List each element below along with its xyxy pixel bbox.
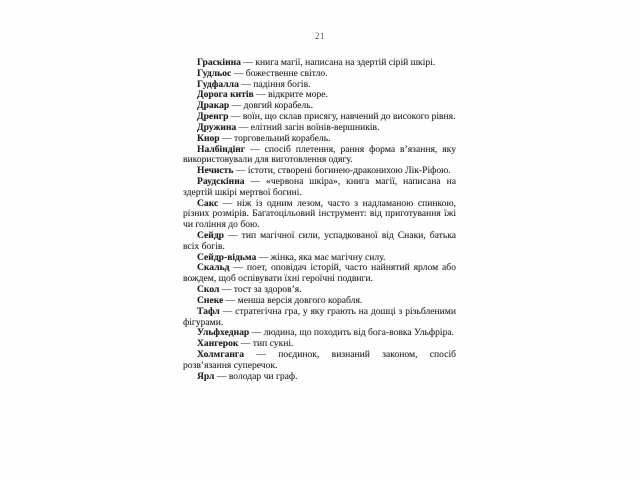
page-number: 21: [315, 31, 325, 41]
term-definition-separator: —: [238, 338, 253, 350]
glossary-definition: торговельний корабель.: [234, 132, 331, 144]
glossary-definition: тип сукні.: [252, 338, 294, 350]
glossary-definition: падіння богів.: [253, 78, 311, 90]
glossary-definition: істоти, створені богинею-драконихою Лік-Ріфою.: [247, 165, 451, 177]
term-definition-separator: —: [219, 132, 235, 144]
glossary-definition: ніж із одним лезом, часто з надламаною спинкою, різних розмірів. Багатоцільовий інструмент: від приготування їжі чи гоління до бою.: [183, 197, 457, 231]
glossary-definition: поєдинок, визнаний законом, спосіб розвʼязання суперечок.: [183, 348, 457, 371]
term-definition-separator: —: [224, 230, 242, 241]
glossary-term: Сейдр: [197, 230, 225, 241]
glossary-term: Ярл: [197, 370, 215, 382]
glossary-term: Ульфхеднар: [197, 327, 250, 339]
term-definition-separator: —: [244, 348, 279, 360]
glossary-definition: елітний загін воїнів-вершників.: [250, 121, 380, 133]
glossary-term: Кнор: [197, 132, 220, 144]
term-definition-separator: —: [238, 78, 254, 90]
term-definition-separator: —: [249, 327, 264, 339]
term-definition-separator: —: [233, 165, 248, 177]
glossary-term: Хангерок: [197, 338, 239, 350]
glossary-definition: відкрите море.: [268, 89, 328, 101]
glossary-definition: тост за здоровʼя.: [233, 284, 302, 296]
glossary-definition: жінка, яка має магічну силу.: [270, 251, 386, 263]
glossary-entry: [183, 145, 456, 167]
glossary-term: Налбіндінг: [197, 143, 246, 155]
glossary-definition: книга магії, написана на здертій сірій шкірі.: [255, 57, 436, 68]
glossary-term: Дружина: [197, 121, 237, 133]
term-definition-separator: —: [240, 57, 256, 68]
glossary-definition: людина, що походить від бога-вовка Ульфріра.: [263, 327, 455, 339]
glossary-definition: менша версія довгого корабля.: [237, 294, 363, 306]
glossary-definition: довгий корабель.: [243, 100, 314, 112]
glossary-definition: «червона шкіра», книга магії, написана на здертій шкірі мертвої богині.: [183, 175, 457, 198]
glossary-term: Нечисть: [197, 165, 234, 177]
term-definition-separator: —: [219, 284, 234, 296]
glossary-term: Снеке: [197, 294, 224, 306]
term-definition-separator: —: [229, 100, 244, 112]
glossary-term: Гудфалла: [197, 78, 239, 90]
term-definition-separator: —: [245, 143, 265, 155]
glossary-definition: тип магічної сили, успадкованої від Снаки, батька всіх богів.: [183, 230, 456, 252]
glossary-term: Раудскінна: [197, 175, 245, 187]
glossary-term: Тафл: [197, 305, 220, 317]
term-definition-separator: —: [223, 294, 238, 306]
term-definition-separator: —: [244, 175, 267, 187]
term-definition-separator: —: [253, 89, 269, 101]
glossary-term: Скол: [197, 284, 220, 296]
glossary-entry: [183, 177, 456, 199]
glossary-term: Дренгр: [197, 111, 229, 123]
glossary-entry: [183, 199, 456, 231]
glossary-term: Сейдр-відьма: [197, 251, 257, 263]
glossary-definition: поет, оповідач історій, часто найнятий ярлом або вождем, щоб оспівувати їхні героїчні подвиги.: [183, 262, 456, 285]
glossary-text-block: [183, 58, 456, 382]
glossary-term: Дорога китів: [197, 89, 254, 101]
term-definition-separator: —: [214, 370, 229, 382]
glossary-entry: [183, 263, 456, 285]
term-definition-separator: —: [219, 305, 236, 317]
term-definition-separator: —: [229, 262, 247, 274]
glossary-entry: [183, 372, 456, 383]
glossary-definition: володар чи граф.: [228, 370, 298, 382]
glossary-definition: спосіб плетення, рання форма вʼязання, яку використовували для виготовлення одягу.: [183, 143, 456, 166]
glossary-term: Сакс: [197, 197, 219, 209]
term-definition-separator: —: [256, 251, 271, 263]
glossary-term: Гудльос: [197, 67, 232, 79]
glossary-entry: [183, 350, 456, 372]
glossary-term: Скальд: [197, 262, 230, 274]
glossary-term: Холмганга: [197, 348, 245, 360]
glossary-definition: божественне світло.: [245, 67, 328, 79]
glossary-entry: [183, 231, 456, 253]
glossary-definition: стратегічна гра, у яку грають на дошці з різьбленими фігурами.: [183, 305, 457, 328]
glossary-term: Дракар: [197, 100, 230, 112]
term-definition-separator: —: [231, 67, 246, 79]
glossary-entry: [183, 307, 456, 329]
glossary-term: Граскінна: [197, 57, 241, 68]
term-definition-separator: —: [228, 111, 243, 123]
glossary-definition: воїн, що склав присягу, навчений до високого рівня.: [242, 111, 456, 123]
term-definition-separator: —: [236, 121, 251, 133]
term-definition-separator: —: [218, 197, 237, 209]
